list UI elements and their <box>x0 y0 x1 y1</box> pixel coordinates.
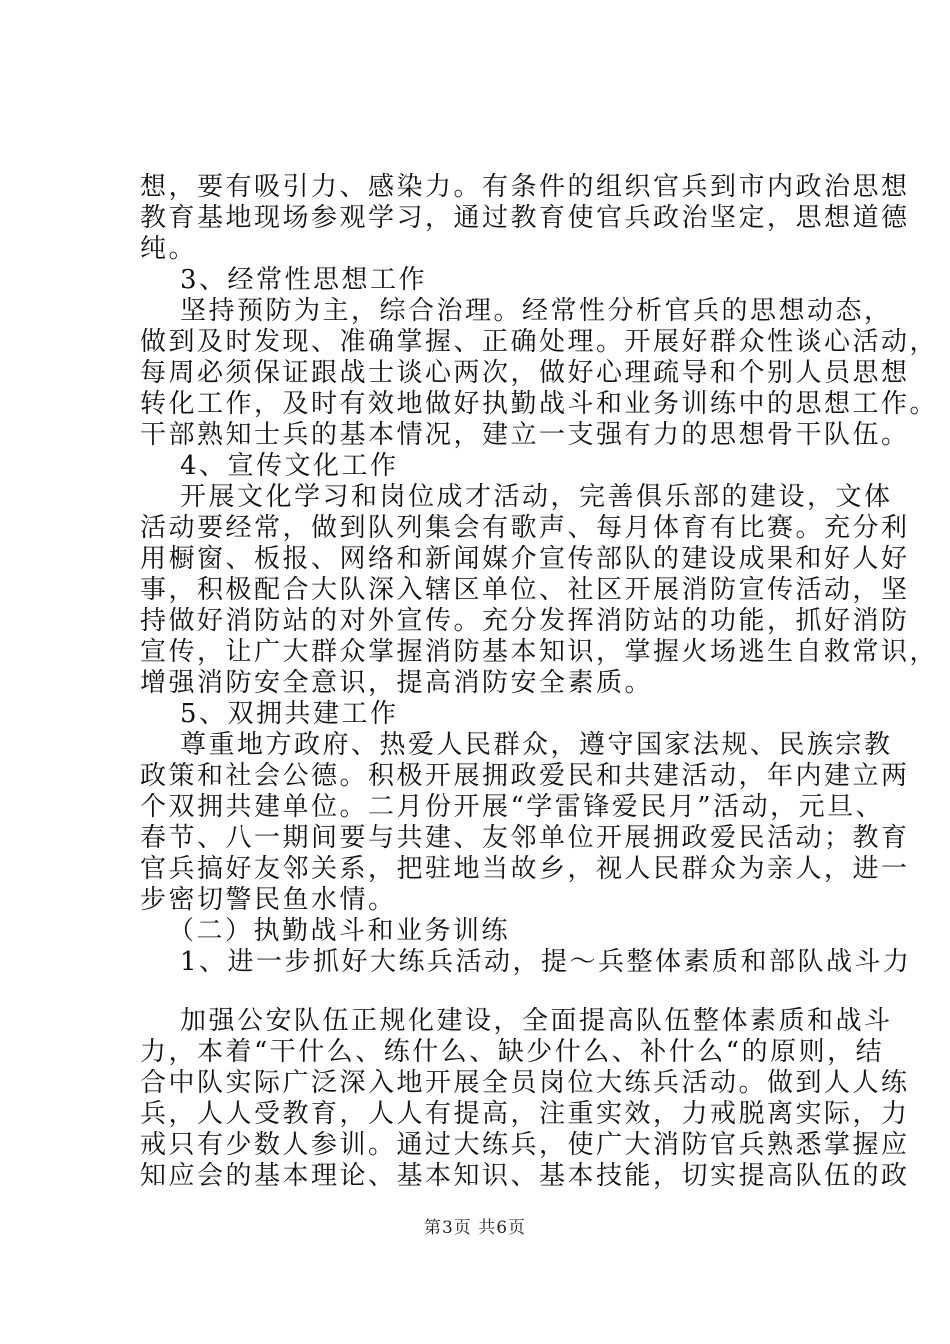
text-line: 兵，人人受教育，人人有提高，注重实效，力戒脱离实际，力 <box>140 1099 910 1129</box>
text-line: 宣传，让广大群众掌握消防基本知识，掌握火场逃生自救常识， <box>140 637 939 667</box>
blank-line <box>140 978 840 1006</box>
text-line: 个双拥共建单位。二月份开展“学雷锋爱民月”活动，元旦、 <box>140 792 885 822</box>
section-heading: （二）执勤战斗和业务训练 <box>168 916 511 946</box>
text-line: 转化工作，及时有效地做好执勤战斗和业务训练中的思想工作。 <box>140 389 939 419</box>
text-line: 政策和社会公德。积极开展拥政爱民和共建活动，年内建立两 <box>140 761 910 791</box>
text-line: 每周必须保证跟战士谈心两次，做好心理疏导和个别人员思想 <box>140 358 910 388</box>
body-text <box>140 172 939 1192</box>
text-line: 纯。 <box>140 234 198 264</box>
text-line: 官兵搞好友邻关系，把驻地当故乡，视人民群众为亲人，进一 <box>140 854 910 884</box>
text-line: 干部熟知士兵的基本情况，建立一支强有力的思想骨干队伍。 <box>140 420 910 450</box>
section-heading: 1、进一步抓好大练兵活动，提～兵整体素质和部队战斗力 <box>180 947 912 977</box>
section-heading: 4、宣传文化工作 <box>180 451 399 481</box>
text-line: 用橱窗、板报、网络和新闻媒介宣传部队的建设成果和好人好 <box>140 544 910 574</box>
text-line: 持做好消防站的对外宣传。充分发挥消防站的功能，抓好消防 <box>140 606 910 636</box>
text-line: 加强公安队伍正规化建设，全面提高队伍整体素质和战斗 <box>180 1006 893 1036</box>
text-line: 活动要经常，做到队列集会有歌声、每月体育有比赛。充分利 <box>140 513 910 543</box>
text-line: 坚持预防为主，综合治理。经常性分析官兵的思想动态， <box>180 296 893 326</box>
text-line: 春节、八一期间要与共建、友邻单位开展拥政爱民活动；教育 <box>140 823 910 853</box>
text-line: 做到及时发现、准确掌握、正确处理。开展好群众性谈心活动， <box>140 327 939 357</box>
text-line: 增强消防安全意识，提高消防安全素质。 <box>140 668 654 698</box>
text-line: 尊重地方政府、热爱人民群众，遵守国家法规、民族宗教 <box>180 730 893 760</box>
section-heading: 5、双拥共建工作 <box>180 699 399 729</box>
page-footer: 第3页 共6页 <box>423 1218 527 1238</box>
text-line: 教育基地现场参观学习，通过教育使官兵政治坚定，思想道德 <box>140 203 910 233</box>
text-line: 力，本着“干什么、练什么、缺少什么、补什么“的原则，结 <box>140 1037 885 1067</box>
text-line: 事，积极配合大队深入辖区单位、社区开展消防宣传活动，坚 <box>140 575 910 605</box>
text-line: 步密切警民鱼水情。 <box>140 885 397 915</box>
text-line: 合中队实际广泛深入地开展全员岗位大练兵活动。做到人人练 <box>140 1068 910 1098</box>
text-line: 开展文化学习和岗位成才活动，完善俱乐部的建设，文体 <box>180 482 893 512</box>
section-heading: 3、经常性思想工作 <box>180 265 428 295</box>
text-line: 知应会的基本理论、基本知识、基本技能，切实提高队伍的政 <box>140 1161 910 1191</box>
text-line: 戒只有少数人参训。通过大练兵，使广大消防官兵熟悉掌握应 <box>140 1130 910 1160</box>
text-line: 想，要有吸引力、感染力。有条件的组织官兵到市内政治思想 <box>140 172 910 202</box>
